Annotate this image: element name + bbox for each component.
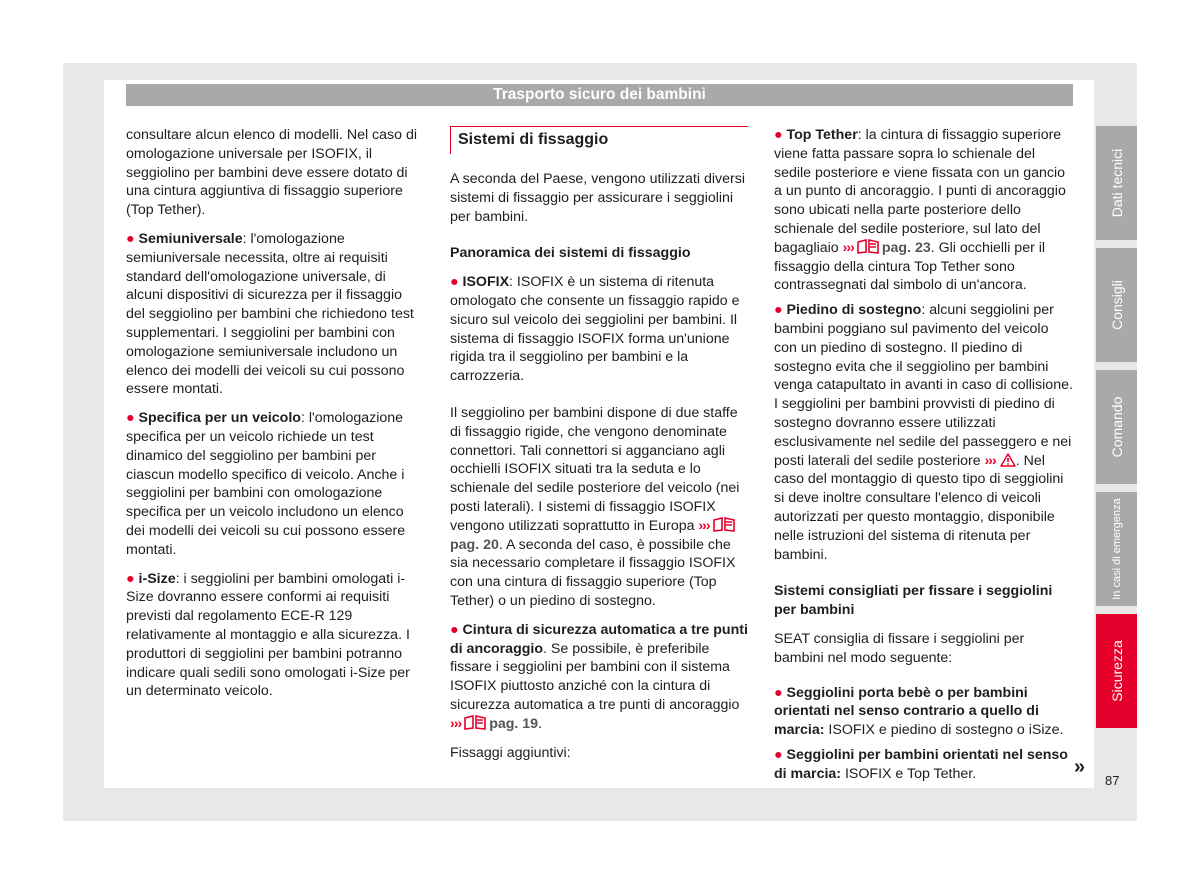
link-arrow-icon: ››› xyxy=(698,517,710,534)
page-link[interactable]: pag. 20 xyxy=(450,536,499,553)
term: Specifica per un veicolo xyxy=(138,410,301,427)
paragraph: consultare alcun elenco di modelli. Nel caso di omologazione universale per ISOFIX, il seggiolino per bambini deve essere dotato di una cintura aggiuntiva di fissaggio superiore (Top Tether). xyxy=(126,127,418,219)
paragraph: Fissaggi aggiuntivi: xyxy=(450,744,571,761)
bullet-icon: ● xyxy=(126,410,135,427)
column-left xyxy=(126,126,424,711)
book-icon xyxy=(713,517,735,532)
term: Cintura di sicurezza automatica a tre punti di ancoraggio xyxy=(450,621,748,657)
term: Seggiolini porta bebè o per bambini orientati nel senso contrario a quello di marcia: xyxy=(774,684,1039,739)
text: . Se possibile, è preferibile fissare i seggiolini per bambini con il sistema ISOFIX piuttosto anziché con la cintura di sicurezza automatica a tre punti di ancoraggio xyxy=(450,640,740,713)
text: : l'omologazione specifica per un veicolo richiede un test dinamico del seggiolino per bambini per ciascun modello specifico di veicolo. Anche i seggiolini per bambini con omologazione specifica per un veicolo includono un elenco dei modelli dei veicoli su cui possono essere montati. xyxy=(126,410,406,558)
text: : l'omologazione semiuniversale necessita, oltre ai requisiti standard dell'omologazione universale, di alcuni dispositivi di sicurezza per il fissaggio del seggiolino per bambini che richiedono test supplementari. I seggiolini per bambini con omologazione semiuniversale includono un elenco dei modelli dei veicoli su cui possono essere montati. xyxy=(126,230,414,398)
page-link[interactable]: pag. 19 xyxy=(489,715,539,732)
term: Semiuniversale xyxy=(138,230,243,247)
book-icon xyxy=(857,239,879,254)
text: Il seggiolino per bambini dispone di due staffe di fissaggio rigide, che vengono denominate connettori. Tali connettori si agganciano agli occhielli ISOFIX situati tra la seduta e lo schienale del sedile posteriore del veicolo (nei posti laterali). I sistemi di fissaggio ISOFIX vengono utilizzati soprattutto in Europa xyxy=(450,404,740,534)
paragraph: A seconda del Paese, vengono utilizzati diversi sistemi di fissaggio per assicurare i seggiolini per bambini. xyxy=(450,171,745,225)
bullet-icon: ● xyxy=(450,274,459,291)
paragraph: SEAT consiglia di fissare i seggiolini per bambini nel modo seguente: xyxy=(774,630,1025,666)
side-tab-dati-tecnici[interactable] xyxy=(1096,126,1137,240)
tab-label: Comando xyxy=(1108,396,1125,458)
bullet-icon: ● xyxy=(774,684,783,701)
side-tab-comando[interactable] xyxy=(1096,370,1137,484)
bullet-icon: ● xyxy=(774,302,783,319)
link-arrow-icon: ››› xyxy=(450,715,462,732)
list-item xyxy=(774,126,1074,295)
term: i-Size xyxy=(138,570,176,587)
list-item xyxy=(450,273,748,386)
subheading: Sistemi consigliati per fissare i seggiolini per bambini xyxy=(774,583,1053,619)
column-middle xyxy=(450,126,748,772)
tab-label: Sicurezza xyxy=(1108,640,1125,702)
column-right xyxy=(774,126,1074,794)
subheading: Panoramica dei sistemi di fissaggio xyxy=(450,245,691,262)
text: . Nel caso del montaggio di questo tipo di seggiolini si deve inoltre consultare l'elenco di veicoli autorizzati per questo montaggio, disponibile nelle istruzioni del sistema di ritenuta per bambini. xyxy=(774,452,1064,563)
list-item xyxy=(126,409,424,559)
text: ISOFIX e piedino di sostegno o iSize. xyxy=(824,722,1064,739)
page-number: 87 xyxy=(1105,773,1120,788)
term: Seggiolini per bambini orientati nel senso di marcia: xyxy=(774,746,1068,782)
chapter-header: Trasporto sicuro dei bambini xyxy=(126,84,1073,106)
list-item xyxy=(126,570,424,702)
tab-label: In casi di emergenza xyxy=(1110,498,1123,600)
bullet-icon: ● xyxy=(126,230,135,247)
list-item xyxy=(774,746,1074,784)
book-icon xyxy=(464,715,486,730)
link-arrow-icon: ››› xyxy=(842,239,854,256)
text: . xyxy=(538,715,543,732)
bullet-icon: ● xyxy=(126,570,135,587)
page-link[interactable]: pag. 23 xyxy=(881,239,931,256)
term: Top Tether xyxy=(786,127,858,143)
list-item xyxy=(774,684,1074,740)
tab-label: Consigli xyxy=(1108,280,1125,330)
list-item xyxy=(126,230,424,399)
tab-label: Dati tecnici xyxy=(1108,148,1125,218)
list-item xyxy=(450,621,748,734)
list-item xyxy=(774,301,1074,564)
side-tab-emergenza[interactable] xyxy=(1096,492,1137,606)
bullet-icon: ● xyxy=(450,621,459,638)
text: : alcuni seggiolini per bambini poggiano sul pavimento del veicolo con un piedino di sostegno. Il piedino di sostegno evita che il seggiolino per bambini venga catapultato in avanti in caso di collisione. I seggiolini per bambini provvisti di piedino di sostegno dovranno essere utilizzati esclusivamente nel sedile del passeggero e nei posti laterali del sedile posteriore xyxy=(774,302,1073,469)
continue-arrow-icon: » xyxy=(1074,756,1086,778)
paragraph xyxy=(450,404,748,611)
warning-icon[interactable] xyxy=(1000,453,1016,467)
term: ISOFIX xyxy=(462,274,510,291)
text: : i seggiolini per bambini omologati i-Size dovranno essere conformi ai requisiti previsti dal regolamento ECE-R 129 relativamente al montaggio e alla sicurezza. I produttori di seggiolini per bambini potranno indicare quali sedili sono omologati i-Size per un determinato veicolo. xyxy=(126,570,410,700)
text: : la cintura di fissaggio superiore viene fatta passare sopra lo schienale del sedile posteriore e viene fissata con un gancio a un punto di ancoraggio. I punti di ancoraggio sono ubicati nella parte posteriore dello schienale del sedile posteriore, sul lato del bagagliaio xyxy=(774,127,1066,256)
text: . A seconda del caso, è possibile che sia necessario completare il fissaggio ISOFIX con una cintura di fissaggio superiore (Top Tether) o un piedino di sostegno. xyxy=(450,536,736,609)
link-arrow-icon: ››› xyxy=(984,452,996,469)
bullet-icon: ● xyxy=(774,746,783,763)
section-title: Sistemi di fissaggio xyxy=(450,126,748,154)
text: . Gli occhielli per il fissaggio della cintura Top Tether sono contrassegnati dal simbolo di un'ancora. xyxy=(774,239,1046,294)
bullet-icon: ● xyxy=(774,127,783,143)
term: Piedino di sostegno xyxy=(786,302,922,319)
side-tab-consigli[interactable] xyxy=(1096,248,1137,362)
side-tab-sicurezza[interactable] xyxy=(1096,614,1137,728)
text: ISOFIX e Top Tether. xyxy=(841,765,977,782)
text: : ISOFIX è un sistema di ritenuta omologato che consente un fissaggio rapido e sicuro sul veicolo dei seggiolini per bambini. Il sistema di fissaggio ISOFIX forma un'unione rigida tra il seggiolino per bambini e la carrozzeria. xyxy=(450,274,740,385)
